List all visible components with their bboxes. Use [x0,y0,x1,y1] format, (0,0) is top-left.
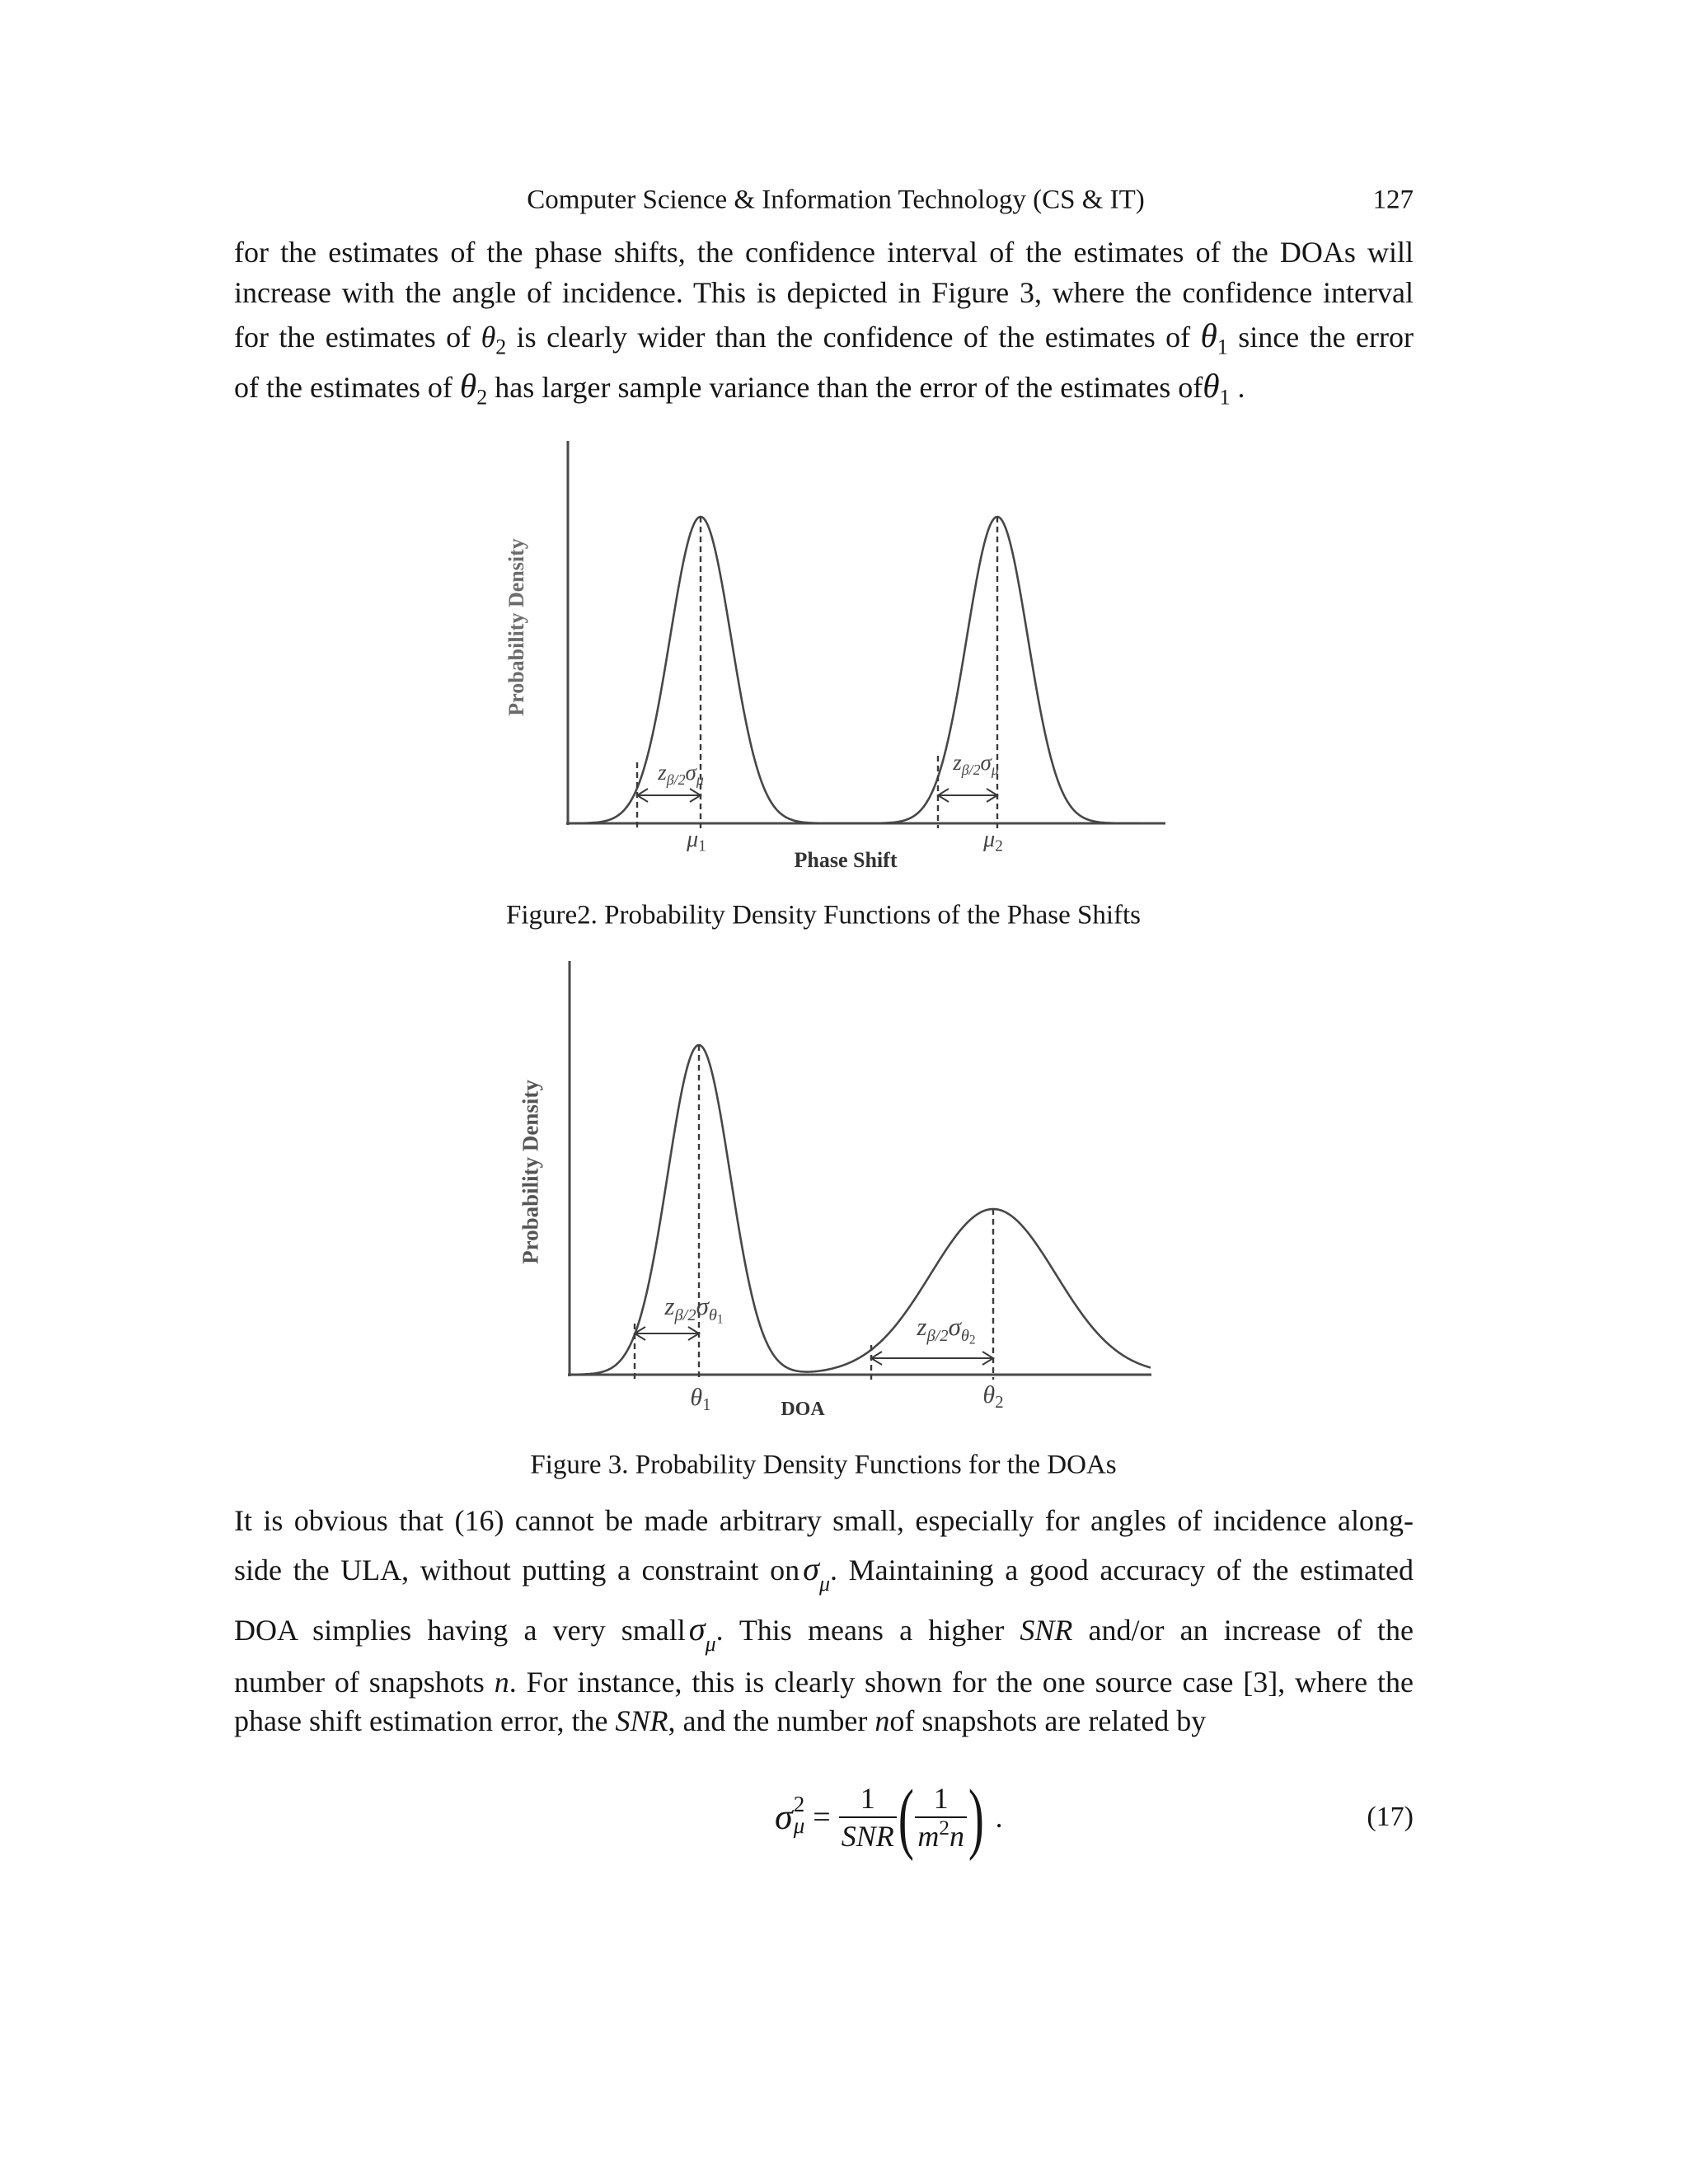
paragraph-2-line-2-text-2: . Maintaining a good accuracy of the estimated [830,1554,1414,1586]
mu-subscript: 2 [995,837,1003,855]
figure-2-x-axis-label: Phase Shift [794,848,898,872]
theta-symbol: θ [1203,367,1220,405]
paragraph-2-line-5 [234,1703,1414,1739]
paragraph-2-line-3-text-2: . This means a higher [715,1614,1020,1647]
theta-symbol: θ [459,367,477,405]
theta-subscript: 1 [1219,385,1231,410]
equation-sigma-scripts [794,1793,805,1836]
sigma-symbol: σ [696,1291,709,1320]
equation-number: (17) [1367,1802,1414,1832]
equation-17 [775,1768,1003,1867]
paragraph-1-line-4 [234,367,1414,410]
sigma-symbol: σ [688,1610,706,1647]
z-symbol: z [664,1291,675,1320]
theta-subscript: 1 [1217,335,1228,359]
paragraph-1-line-3-text-2: is clearly wider than the confidence of the estimates of [506,321,1201,354]
fraction-1-bar [839,1816,897,1818]
sigma-subscript [708,1305,724,1327]
figure-3-plot [495,948,1203,1426]
sigma-subscript: μ [819,1571,831,1596]
paragraph-2-line-4 [234,1664,1414,1700]
fraction-2-denominator [915,1817,967,1853]
z-subscript: β/2 [961,762,981,779]
theta-subscript: 2 [995,1392,1004,1413]
figure-2-interval-label-1 [658,759,704,789]
paragraph-1-line-4-text-3: . [1230,371,1245,404]
n-term: n [874,1704,890,1737]
running-title: Computer Science & Information Technology (CS & IT) [527,185,1145,215]
theta-symbol: θ [481,321,496,354]
paragraph-2-line-3 [234,1610,1414,1656]
equation-end-period: . [995,1801,1003,1834]
paragraph-1-line-3-text-3: since the error [1227,321,1414,354]
z-subscript: β/2 [926,1326,949,1345]
equation-open-parenthesis: ( [898,1773,914,1862]
paragraph-2-line-3-text-3: and/or an increase of the [1072,1614,1414,1647]
paragraph-1-line-4-text-1: of the estimates of [234,371,460,404]
paragraph-2-line-2 [234,1550,1414,1596]
paragraph-1-line-1: for the estimates of the phase shifts, the confidence interval of the estimates of the DOAs will [234,236,1414,269]
paragraph-1-line-2: increase with the angle of incidence. This is depicted in Figure 3, where the confidence interval [234,276,1414,309]
fraction-1-denominator: SNR [841,1820,894,1853]
z-symbol: z [953,749,962,775]
equation-fraction-1 [839,1782,897,1853]
figure-2-interval-label-2 [953,749,999,779]
figure-3-caption: Figure 3. Probability Density Functions for the DOAs [530,1450,1117,1480]
mu-symbol: μ [687,826,699,852]
z-symbol: z [917,1311,927,1341]
paragraph-1-line-4-text-2: has larger sample variance than the error of the estimates of [487,371,1203,404]
sigma-symbol: σ [685,759,696,785]
figure-3-interval-1-arrow [635,1327,699,1340]
denominator-m: m [917,1820,940,1853]
theta-subscript: 2 [968,1333,976,1347]
paragraph-2-line-5-text-2: , and the number [668,1704,875,1737]
figure-2-interval-2-arrow [938,789,997,802]
figure-2-peak-2-label [983,828,1003,855]
figure-2-caption: Figure2. Probability Density Functions of the Phase Shifts [506,900,1141,930]
z-subscript: β/2 [666,771,686,789]
equation-sigma-subscript: μ [793,1813,805,1838]
theta-symbol: θ [982,1380,996,1408]
paragraph-2-line-5-text-1: phase shift estimation error, the [234,1704,616,1737]
equation-close-parenthesis: ) [968,1773,984,1862]
figure-3-interval-2-arrow [871,1352,993,1365]
sigma-subscript: μ [991,762,999,779]
figure-3-interval-label-1 [664,1293,723,1326]
theta-symbol: θ [690,1383,703,1411]
figure-3-peak-1-label [690,1385,710,1413]
paragraph-2-line-3-text-1: DOA simplies having a very small [234,1614,686,1647]
theta-subscript: 1 [716,1312,724,1327]
equation-sigma-symbol: σ [775,1797,793,1837]
snr-term: SNR [1020,1614,1073,1647]
sigma-subscript: μ [705,1631,716,1656]
page-number: 127 [1372,185,1414,215]
sigma-symbol: σ [803,1550,820,1587]
sigma-subscript: μ [696,771,704,789]
figure-3-peak-2-label [982,1380,1004,1413]
equation-fraction-2 [915,1782,967,1853]
paragraph-2-line-4-text-1: number of snapshots [234,1666,495,1699]
theta-symbol: θ [708,1305,717,1324]
paragraph-1-line-3-text-1: for the estimates of [234,321,481,354]
equation-equals-sign: = [813,1800,831,1835]
figure-2-plot [495,429,1203,874]
fraction-1-numerator: 1 [860,1782,875,1815]
paragraph-2-line-2-text-1: side the ULA, without putting a constraint on [234,1554,800,1586]
equation-sigma-superscript: 2 [793,1792,805,1816]
paragraph-2-line-5-text-3: of snapshots are related by [889,1704,1207,1737]
figure-2-interval-1-arrow [637,789,701,802]
sigma-symbol: σ [948,1311,961,1341]
denominator-n: n [949,1820,964,1853]
figure-2-y-axis-label: Probability Density [504,538,528,716]
sigma-subscript [961,1327,976,1345]
sigma-symbol: σ [980,749,992,775]
paragraph-1-line-3 [234,316,1414,359]
theta-subscript: 2 [476,385,488,410]
paragraph-2-line-4-text-2: . For instance, this is clearly shown for the one source case [3], where the [509,1666,1414,1699]
figure-3-x-axis-label: DOA [781,1399,825,1420]
figure-2-peak-1-label [687,828,706,855]
figure-3-interval-label-2 [917,1311,976,1347]
theta-subscript: 1 [702,1394,711,1415]
fraction-2-numerator: 1 [933,1782,949,1815]
mu-subscript: 1 [698,837,706,855]
denominator-m-superscript: 2 [939,1817,950,1840]
n-term: n [494,1666,509,1699]
paragraph-2-line-1: It is obvious that (16) cannot be made arbitrary small, especially for angles of incidence along- [234,1504,1414,1537]
mu-symbol: μ [983,826,996,852]
z-subscript: β/2 [674,1305,696,1324]
theta-symbol: θ [960,1326,969,1345]
snr-term: SNR [615,1704,668,1737]
figure-3-y-axis-label: Probability Density [518,1080,543,1264]
theta-symbol: θ [1200,316,1217,354]
theta-subscript: 2 [495,335,507,359]
z-symbol: z [658,759,667,785]
figure-3-density-curve [577,1045,1151,1375]
